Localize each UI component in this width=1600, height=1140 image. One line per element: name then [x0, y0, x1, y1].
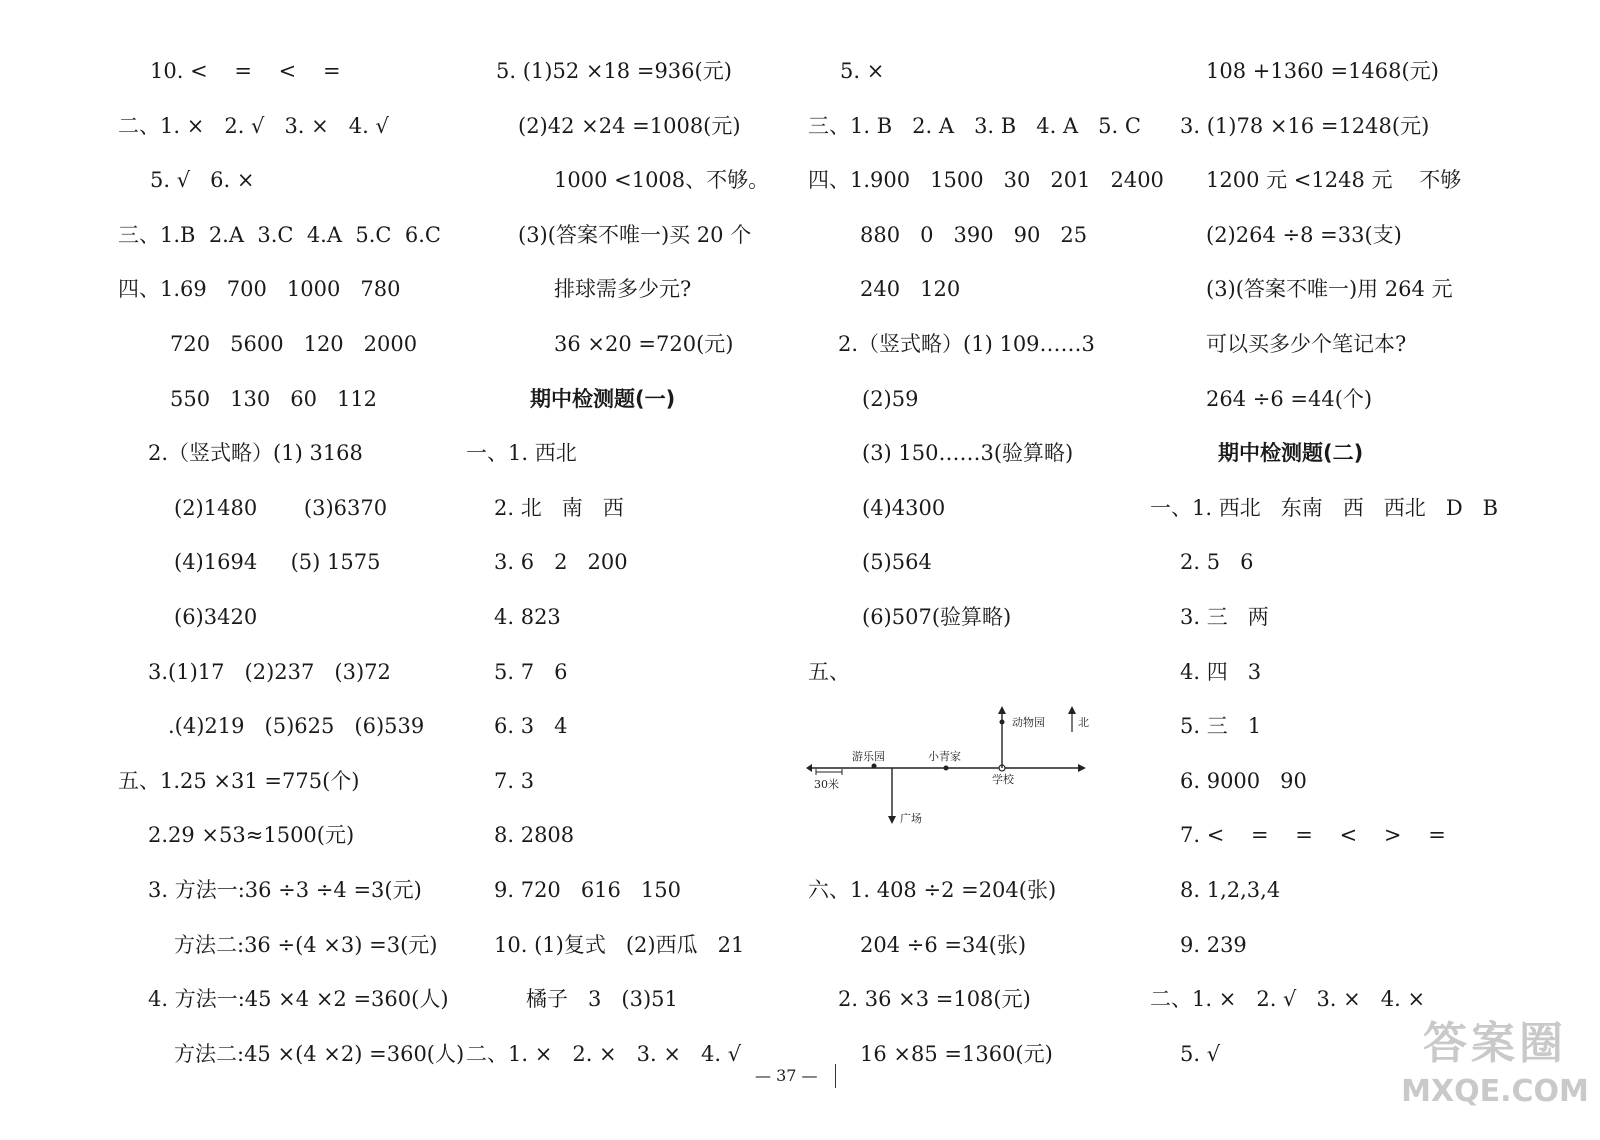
answer-line: (3) 150……3(验算略) — [862, 441, 1074, 466]
page-number: — 37 — — [755, 1066, 818, 1085]
answer-line: (6)507(验算略) — [862, 604, 1012, 629]
answer-line: 4. 方法一:45 ×4 ×2 =360(人) — [148, 987, 449, 1012]
answer-line: 240 120 — [860, 277, 961, 302]
answer-line: 3. (1)78 ×16 =1248(元) — [1180, 113, 1430, 138]
answer-line: 720 5600 120 2000 — [170, 331, 418, 356]
answer-line: 7. < = = < > = — [1180, 823, 1446, 848]
answer-line: 2. 5 6 — [1180, 550, 1254, 575]
watermark-top: 答案圈 — [1423, 1018, 1567, 1069]
arrow-south — [888, 816, 896, 824]
section-heading: 期中检测题(一) — [530, 386, 676, 411]
answer-line: 264 ÷6 =44(个) — [1206, 386, 1373, 411]
answer-column-4 — [1150, 44, 1498, 1081]
answer-line: 4. 823 — [494, 604, 561, 629]
answer-line: 一、1. 西北 — [466, 441, 577, 466]
answer-line: 6. 3 4 — [494, 714, 568, 739]
north-label: 北 — [1078, 716, 1089, 729]
answer-line: 四、1.69 700 1000 780 — [118, 277, 401, 302]
answer-line: 六、1. 408 ÷2 =204(张) — [808, 877, 1057, 902]
north-arrow-icon — [1068, 706, 1076, 714]
answer-line: 4. 四 3 — [1180, 659, 1262, 684]
answer-line: 9. 239 — [1180, 932, 1247, 957]
answer-line: (2)59 — [862, 386, 919, 411]
answer-line: 3. 6 2 200 — [494, 550, 628, 575]
answer-line: 方法二:45 ×(4 ×2) =360(人) — [174, 1041, 465, 1066]
answer-line: 2.（竖式略）(1) 3168 — [148, 441, 363, 466]
square-label: 广场 — [900, 812, 922, 825]
answer-line: 2.29 ×53≈1500(元) — [148, 823, 355, 848]
answer-line: 3.(1)17 (2)237 (3)72 — [148, 659, 391, 684]
arrow-east — [1078, 764, 1086, 772]
answer-line: 8. 1,2,3,4 — [1180, 877, 1281, 902]
answer-line: 36 ×20 =720(元) — [554, 331, 734, 356]
answer-line: .(4)219 (5)625 (6)539 — [168, 714, 425, 739]
answer-line: 1000 <1008、不够。 — [554, 168, 770, 193]
answer-line: (5)564 — [862, 550, 932, 575]
home-label: 小青家 — [928, 750, 961, 763]
answer-line: 二、1. × 2. √ 3. × 4. × — [1150, 987, 1426, 1012]
answer-line: 二、1. × 2. √ 3. × 4. √ — [118, 113, 389, 138]
zoo-label: 动物园 — [1012, 716, 1045, 729]
scale-label: 30米 — [814, 778, 839, 791]
arrow-north-road — [998, 706, 1006, 714]
answer-line: 四、1.900 1500 30 201 2400 — [808, 168, 1164, 193]
answer-line: 6. 9000 90 — [1180, 768, 1307, 793]
answer-line: 16 ×85 =1360(元) — [860, 1041, 1053, 1066]
answer-line: 三、1. B 2. A 3. B 4. A 5. C — [808, 113, 1141, 138]
answer-line: 1200 元 <1248 元 不够 — [1206, 168, 1462, 193]
watermark-logo — [1400, 1016, 1590, 1136]
answer-line: 2.（竖式略）(1) 109……3 — [838, 331, 1095, 356]
answer-line: 880 0 390 90 25 — [860, 222, 1088, 247]
answer-line: 3. 方法一:36 ÷3 ÷4 =3(元) — [148, 877, 422, 902]
answer-line: 3. 三 两 — [1180, 604, 1269, 629]
answer-line: (6)3420 — [174, 604, 258, 629]
answer-line: (4)4300 — [862, 495, 946, 520]
answer-line: 204 ÷6 =34(张) — [860, 932, 1027, 957]
section-heading: 期中检测题(二) — [1218, 441, 1364, 466]
arrow-west — [806, 764, 812, 772]
park-label: 游乐园 — [852, 750, 885, 763]
answer-line: 可以买多少个笔记本? — [1206, 331, 1407, 356]
answer-column-3 — [808, 44, 1164, 1081]
answer-line: 5. √ 6. × — [150, 168, 255, 193]
answer-line: 5. × — [840, 59, 885, 83]
answer-line: 10. < = < = — [150, 59, 341, 83]
home-point — [944, 766, 949, 771]
answer-line: 7. 3 — [494, 768, 535, 793]
answer-line: 10. (1)复式 (2)西瓜 21 — [494, 932, 745, 957]
school-label: 学校 — [992, 773, 1014, 786]
answer-line: 5. (1)52 ×18 =936(元) — [496, 59, 732, 83]
answer-column-2 — [466, 44, 769, 1081]
watermark-bottom: MXQE.COM — [1401, 1074, 1589, 1109]
answer-line: (2)42 ×24 =1008(元) — [518, 113, 741, 138]
answer-line: 五、 — [808, 659, 850, 684]
answer-line: (3)(答案不唯一)买 20 个 — [518, 222, 752, 247]
answer-line: (2)1480 (3)6370 — [174, 495, 388, 520]
answer-line: (3)(答案不唯一)用 264 元 — [1206, 277, 1453, 302]
answer-line: 2. 北 南 西 — [494, 495, 624, 520]
answer-line: 三、1.B 2.A 3.C 4.A 5.C 6.C — [118, 222, 441, 247]
answer-line: 108 +1360 =1468(元) — [1206, 59, 1439, 83]
answer-line: 橘子 3 (3)51 — [526, 987, 678, 1012]
answer-line: 五、1.25 ×31 =775(个) — [118, 768, 360, 793]
answer-line: 550 130 60 112 — [170, 386, 378, 411]
answer-line: (4)1694 (5) 1575 — [174, 550, 381, 575]
answer-line: 5. √ — [1180, 1041, 1221, 1066]
answer-line: 5. 7 6 — [494, 659, 568, 684]
answer-line: 二、1. × 2. × 3. × 4. √ — [466, 1041, 742, 1066]
answer-line: 8. 2808 — [494, 823, 575, 848]
zoo-point — [1000, 720, 1005, 725]
answer-line: 排球需多少元? — [554, 277, 692, 302]
answer-line: 9. 720 616 150 — [494, 877, 682, 902]
page-divider — [835, 1064, 836, 1088]
answer-line: 一、1. 西北 东南 西 西北 D B — [1150, 495, 1499, 520]
answer-line: 5. 三 1 — [1180, 714, 1262, 739]
answer-column-1 — [118, 44, 464, 1081]
answer-line: 2. 36 ×3 =108(元) — [838, 987, 1031, 1012]
answer-line: (2)264 ÷8 =33(支) — [1206, 222, 1402, 247]
park-point — [872, 764, 877, 769]
answer-line: 方法二:36 ÷(4 ×3) =3(元) — [174, 932, 438, 957]
direction-map-diagram — [806, 700, 1106, 830]
